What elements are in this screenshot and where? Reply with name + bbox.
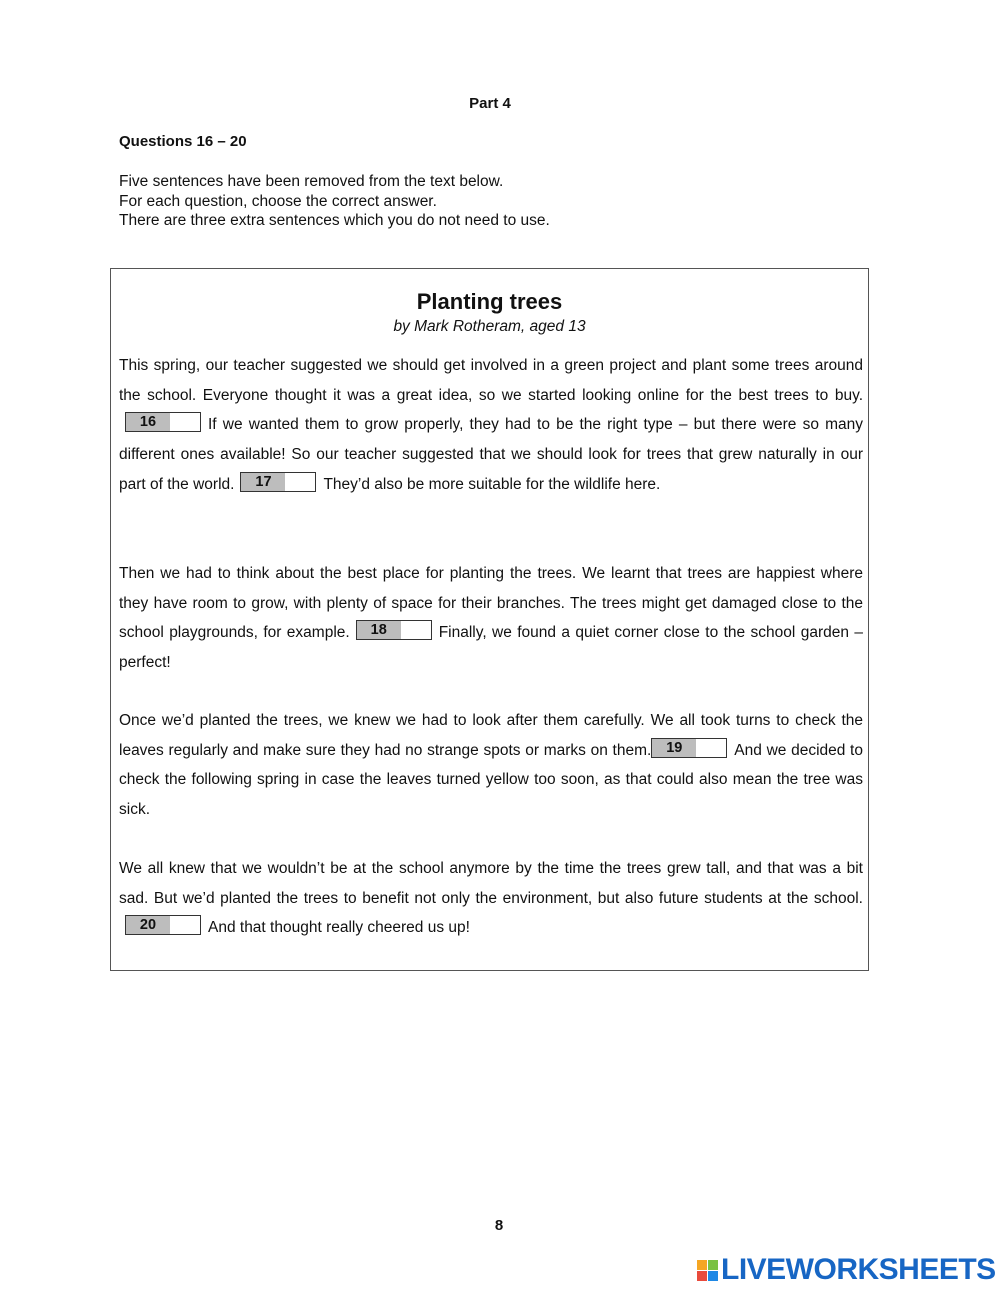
logo-block	[697, 1260, 707, 1270]
gap-number: 18	[357, 621, 401, 639]
instruction-line: There are three extra sentences which you do not need to use.	[119, 212, 550, 229]
paragraph-text: This spring, our teacher suggested we should get involved in a green project and plant some trees around the school. Everyone thought it was a great idea, so we started looking online for the best trees to buy.	[119, 357, 863, 404]
paragraph-text: We all knew that we wouldn’t be at the school anymore by the time the trees grew tall, and that was a bit sad. But we’d planted the trees to benefit not only the environment, but also future students at the school.	[119, 860, 863, 907]
liveworksheets-blocks-icon	[697, 1260, 718, 1281]
paragraph-3	[119, 706, 863, 825]
article-title: Planting trees	[416, 289, 563, 314]
gap-number: 17	[241, 473, 285, 491]
logo-block	[697, 1271, 707, 1281]
answer-gap-16[interactable]	[125, 412, 201, 432]
paragraph-text: And we decided to check the following spring in case the leaves turned yellow too soon, as that could also mean the tree was sick.	[119, 741, 863, 819]
article-box	[110, 268, 869, 971]
logo-block	[708, 1260, 718, 1270]
liveworksheets-logo[interactable]	[697, 1255, 996, 1285]
gap-number: 19	[652, 739, 696, 757]
gap-number: 20	[126, 916, 170, 934]
paragraph-text: Finally, we found a quiet corner close to the school garden – perfect!	[119, 624, 863, 672]
part-title: Part 4	[469, 95, 511, 112]
paragraph-text: Then we had to think about the best place for planting the trees. We learnt that trees are happiest where they have room to grow, with plenty of space for their branches. The trees might get damaged close to the school playgrounds, for example.	[119, 565, 863, 642]
instruction-line: For each question, choose the correct answer.	[119, 192, 437, 210]
paragraph-text: They’d also be more suitable for the wildlife here.	[323, 475, 661, 493]
answer-gap-19[interactable]	[651, 738, 727, 758]
answer-gap-20[interactable]	[125, 915, 201, 935]
paragraph-text: If we wanted them to grow properly, they had to be the right type – but there were so many different ones available! So our teacher suggested that we should look for trees that grew naturally in our part of the world.	[119, 416, 863, 493]
paragraph-2	[119, 559, 863, 678]
paragraph-1	[119, 351, 863, 500]
paragraph-4	[119, 854, 863, 943]
article-byline: by Mark Rotheram, aged 13	[393, 318, 586, 335]
gap-number: 16	[126, 413, 170, 431]
answer-gap-17[interactable]	[240, 472, 316, 492]
page-number: 8	[494, 1217, 504, 1234]
paragraph-text: And that thought really cheered us up!	[208, 919, 470, 937]
paragraph-text: Once we’d planted the trees, we knew we had to look after them carefully. We all took turns to check the leaves regularly and make sure they had no strange spots or marks on them.	[119, 712, 863, 759]
logo-text: LIVEWORKSHEETS	[721, 1253, 996, 1286]
answer-gap-18[interactable]	[356, 620, 432, 640]
instruction-line: Five sentences have been removed from the text below.	[119, 173, 504, 190]
questions-heading: Questions 16 – 20	[119, 133, 247, 150]
instructions	[119, 172, 550, 231]
logo-block	[708, 1271, 718, 1281]
